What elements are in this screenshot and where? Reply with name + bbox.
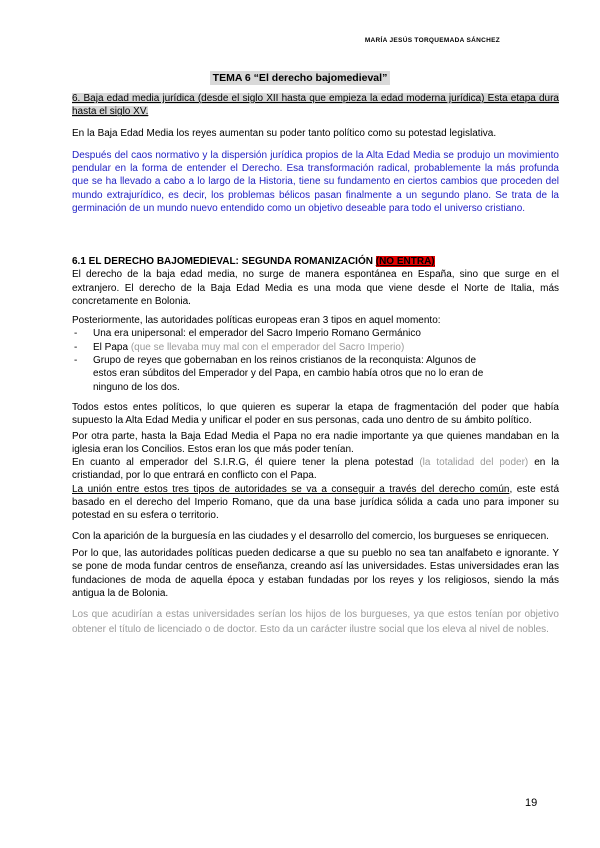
paragraph: La unión entre estos tres tipos de autoridades se va a conseguir a través del derecho común, este está basado en el derecho del Imperio Romano, que da una base jurídica sólida a cada uno para imponer su potestad en su esfera o territorio.	[72, 483, 560, 522]
list-item: - Una era unipersonal: el emperador del Sacro Imperio Romano Germánico	[72, 327, 559, 340]
section-6	[72, 92, 559, 215]
topic-title	[0, 72, 600, 84]
paragraph: Por lo que, las autoridades políticas pueden dedicarse a que su pueblo no sea tan analfabeto e ignorante. Y se pone de moda fundar centros de enseñanza, creando así las universidades. Estas universidades eran las fundaciones de moda de aquella época y estaban fundadas por los reyes y los religiosos, siendo la más antigua la de Bolonia.	[72, 547, 559, 599]
paragraph: En cuanto al emperador del S.I.R.G, él quiere tener la plena potestad (la totalidad del poder) en la cristiandad, por lo que entrará en conflicto con el Papa.	[72, 457, 560, 482]
page-number: 19	[525, 797, 538, 809]
paragraph-grey: Los que acudirían a estas universidades serían los hijos de los burgueses, ya que estos tenían por objetivo obtener el título de licenciado o de doctor. Esto da un carácter ilustre social que los eleva al nivel de nobles.	[72, 609, 559, 635]
paragraph: Por otra parte, hasta la Baja Edad Media el Papa no era nadie importante ya que quienes mandaban en la iglesia eran los Concilios. Estos eran los que más poder tenían.	[72, 430, 559, 455]
topic-title-text: TEMA 6 “El derecho bajomedieval”	[210, 71, 391, 85]
paragraph: En la Baja Edad Media los reyes aumentan su poder tanto político como su potestad legislativa.	[72, 127, 497, 139]
no-entra-tag: (NO ENTRA)	[375, 256, 435, 267]
paragraph-blue: Después del caos normativo y la dispersión jurídica propios de la Alta Edad Media se produjo un movimiento pendular en la forma de entender el Derecho. Esa transformación radical, probablemente la más profunda que se ha llevado a cabo a lo largo de la Historia, tiene su fundamento en ciertos cambios que proceden del mundo extrajurídico, es decir, los problemas bélicos pasan finalmente a un segundo plano. Se trata de la germinación de un mundo nuevo entendido como un objetivo deseable para todo el universo cristiano.	[72, 149, 559, 215]
paragraph: Posteriormente, las autoridades políticas europeas eran 3 tipos en aquel momento:	[72, 315, 441, 327]
section-6-1-heading: 6.1 EL DERECHO BAJOMEDIEVAL: SEGUNDA ROMANIZACIÓN (NO ENTRA)	[72, 256, 435, 267]
paragraph: Todos estos entes políticos, lo que quieren es superar la etapa de fragmentación del poder que había supuesto la Alta Edad Media y unificar el poder en sus personas, cada uno dentro de su ámbito político.	[72, 401, 559, 427]
paragraph: Con la aparición de la burguesía en las ciudades y el desarrollo del comercio, los burgueses se enriquecen.	[72, 530, 549, 542]
running-header-author: MARÍA JESÚS TORQUEMADA SÁNCHEZ	[364, 37, 500, 44]
authorities-list	[72, 327, 559, 393]
list-item-note: (que se llevaba muy mal con el emperador del Sacro Imperio)	[130, 341, 405, 353]
paragraph: El derecho de la baja edad media, no surge de manera espontánea en España, sino que surge en el extranjero. El derecho de la Baja Edad Media es una moda que viene desde el Norte de Italia, más concretamente en Bolonia.	[72, 269, 559, 307]
section-6-heading: 6. Baja edad media jurídica (desde el siglo XII hasta que empieza la edad moderna jurídica) Esta etapa dura hasta el siglo XV.	[72, 93, 559, 118]
paragraph-note: (la totalidad del poder)	[419, 457, 529, 469]
section-6-1	[72, 255, 559, 637]
list-item: - Grupo de reyes que gobernaban en los reinos cristianos de la reconquista: Algunos de estos eran súbditos del Emperador y del Papa, en cambio había otros que no lo eran de ninguno de los dos.	[72, 354, 559, 394]
list-item: - El Papa (que se llevaba muy mal con el emperador del Sacro Imperio)	[72, 341, 559, 354]
